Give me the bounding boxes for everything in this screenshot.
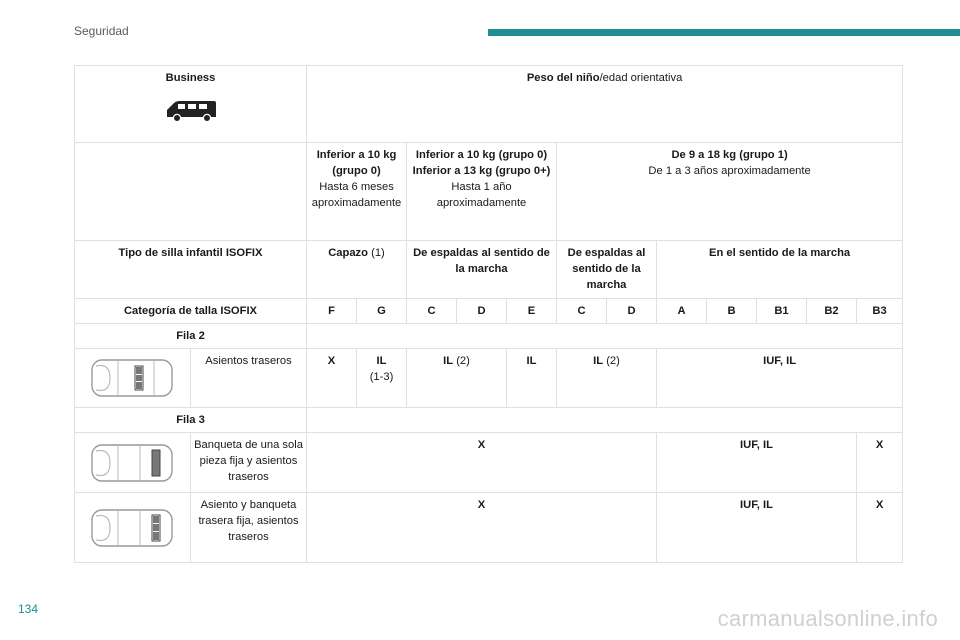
size-class: B1 — [757, 299, 807, 324]
capazo-note: (1) — [371, 247, 385, 259]
weight-title-rest: /edad orientativa — [599, 72, 683, 84]
version-cell — [75, 66, 307, 143]
group-1-weight: De 9 a 18 kg (grupo 1) — [671, 149, 788, 161]
row3-seat: Asiento y banqueta trasera fija, asientos traseros — [191, 493, 307, 563]
size-class: D — [607, 299, 657, 324]
size-class: A — [657, 299, 707, 324]
size-class: C — [557, 299, 607, 324]
rear-facing-label: De espaldas al sentido de la marcha — [407, 241, 557, 299]
row3-forward: IUF, IL — [657, 493, 857, 563]
capazo-cell — [307, 241, 407, 299]
car-topview-icon — [88, 441, 178, 485]
row3-forward: IUF, IL — [657, 433, 857, 493]
group-0plus-age: Hasta 1 año aproximadamente — [436, 181, 527, 209]
size-class: B2 — [807, 299, 857, 324]
row3-rear: X — [307, 433, 657, 493]
weight-title-cell — [307, 66, 903, 143]
section-title: Seguridad — [74, 24, 129, 38]
row3-label: Fila 3 — [75, 408, 307, 433]
car-diagram-cell — [75, 433, 191, 493]
size-class: G — [357, 299, 407, 324]
car-diagram-cell — [75, 349, 191, 408]
forward-facing-label: En el sentido de la marcha — [657, 241, 903, 299]
seat-type-label: Tipo de silla infantil ISOFIX — [75, 241, 307, 299]
group-0-cell — [307, 143, 407, 241]
group-1-age: De 1 a 3 años aproximadamente — [648, 165, 811, 177]
group-0plus-weight-b: Inferior a 13 kg (grupo 0+) — [412, 165, 551, 177]
group-1-cell — [557, 143, 903, 241]
group-0-age: Hasta 6 meses aproximadamente — [311, 181, 402, 209]
row2-forward: IUF, IL — [657, 349, 903, 408]
group-0plus-cell — [407, 143, 557, 241]
car-diagram-cell — [75, 493, 191, 563]
row2-g-note: (1-3) — [369, 371, 394, 383]
table-row — [75, 349, 903, 408]
rear-facing-label-2: De espaldas al sentido de la marcha — [557, 241, 657, 299]
group-0-weight: Inferior a 10 kg (grupo 0) — [316, 149, 397, 177]
row3-seat: Banqueta de una sola pieza fija y asientos traseros — [191, 433, 307, 493]
weight-title-bold: Peso del niño — [526, 72, 600, 84]
row2-c: IL — [507, 349, 557, 408]
page-number: 134 — [18, 602, 39, 616]
van-icon — [164, 98, 218, 124]
row2-g: IL — [376, 355, 387, 367]
size-class: B3 — [857, 299, 903, 324]
row3-rear: X — [307, 493, 657, 563]
row2-seat: Asientos traseros — [191, 349, 307, 408]
capazo-label: Capazo — [328, 247, 368, 259]
version-label: Business — [165, 72, 216, 84]
header-accent-bar — [488, 29, 960, 36]
car-topview-icon — [88, 506, 178, 550]
size-category-label: Categoría de talla ISOFIX — [75, 299, 307, 324]
row3-b3: X — [857, 433, 903, 493]
row2-d: IL — [593, 355, 604, 367]
row2-cde-note: (2) — [456, 355, 470, 367]
table-row — [75, 433, 903, 493]
size-class: C — [407, 299, 457, 324]
row2-d-note: (2) — [606, 355, 620, 367]
size-class: E — [507, 299, 557, 324]
row2-label: Fila 2 — [75, 324, 307, 349]
table-row — [75, 143, 903, 241]
row2-d-cell — [557, 349, 657, 408]
row2-f: X — [307, 349, 357, 408]
size-class: B — [707, 299, 757, 324]
table-row — [75, 493, 903, 563]
table-row — [75, 324, 903, 349]
watermark: carmanualsonline.info — [717, 606, 938, 631]
table-row — [75, 299, 903, 324]
row2-g-cell — [357, 349, 407, 408]
row2-cde-cell — [407, 349, 507, 408]
row2-cde: IL — [443, 355, 454, 367]
group-0plus-weight-a: Inferior a 10 kg (grupo 0) — [415, 149, 548, 161]
table-row — [75, 408, 903, 433]
car-topview-icon — [88, 356, 178, 400]
isofix-table — [74, 65, 903, 563]
row3-b3: X — [857, 493, 903, 563]
size-class: D — [457, 299, 507, 324]
size-class: F — [307, 299, 357, 324]
table-row — [75, 241, 903, 299]
table-row — [75, 66, 903, 143]
